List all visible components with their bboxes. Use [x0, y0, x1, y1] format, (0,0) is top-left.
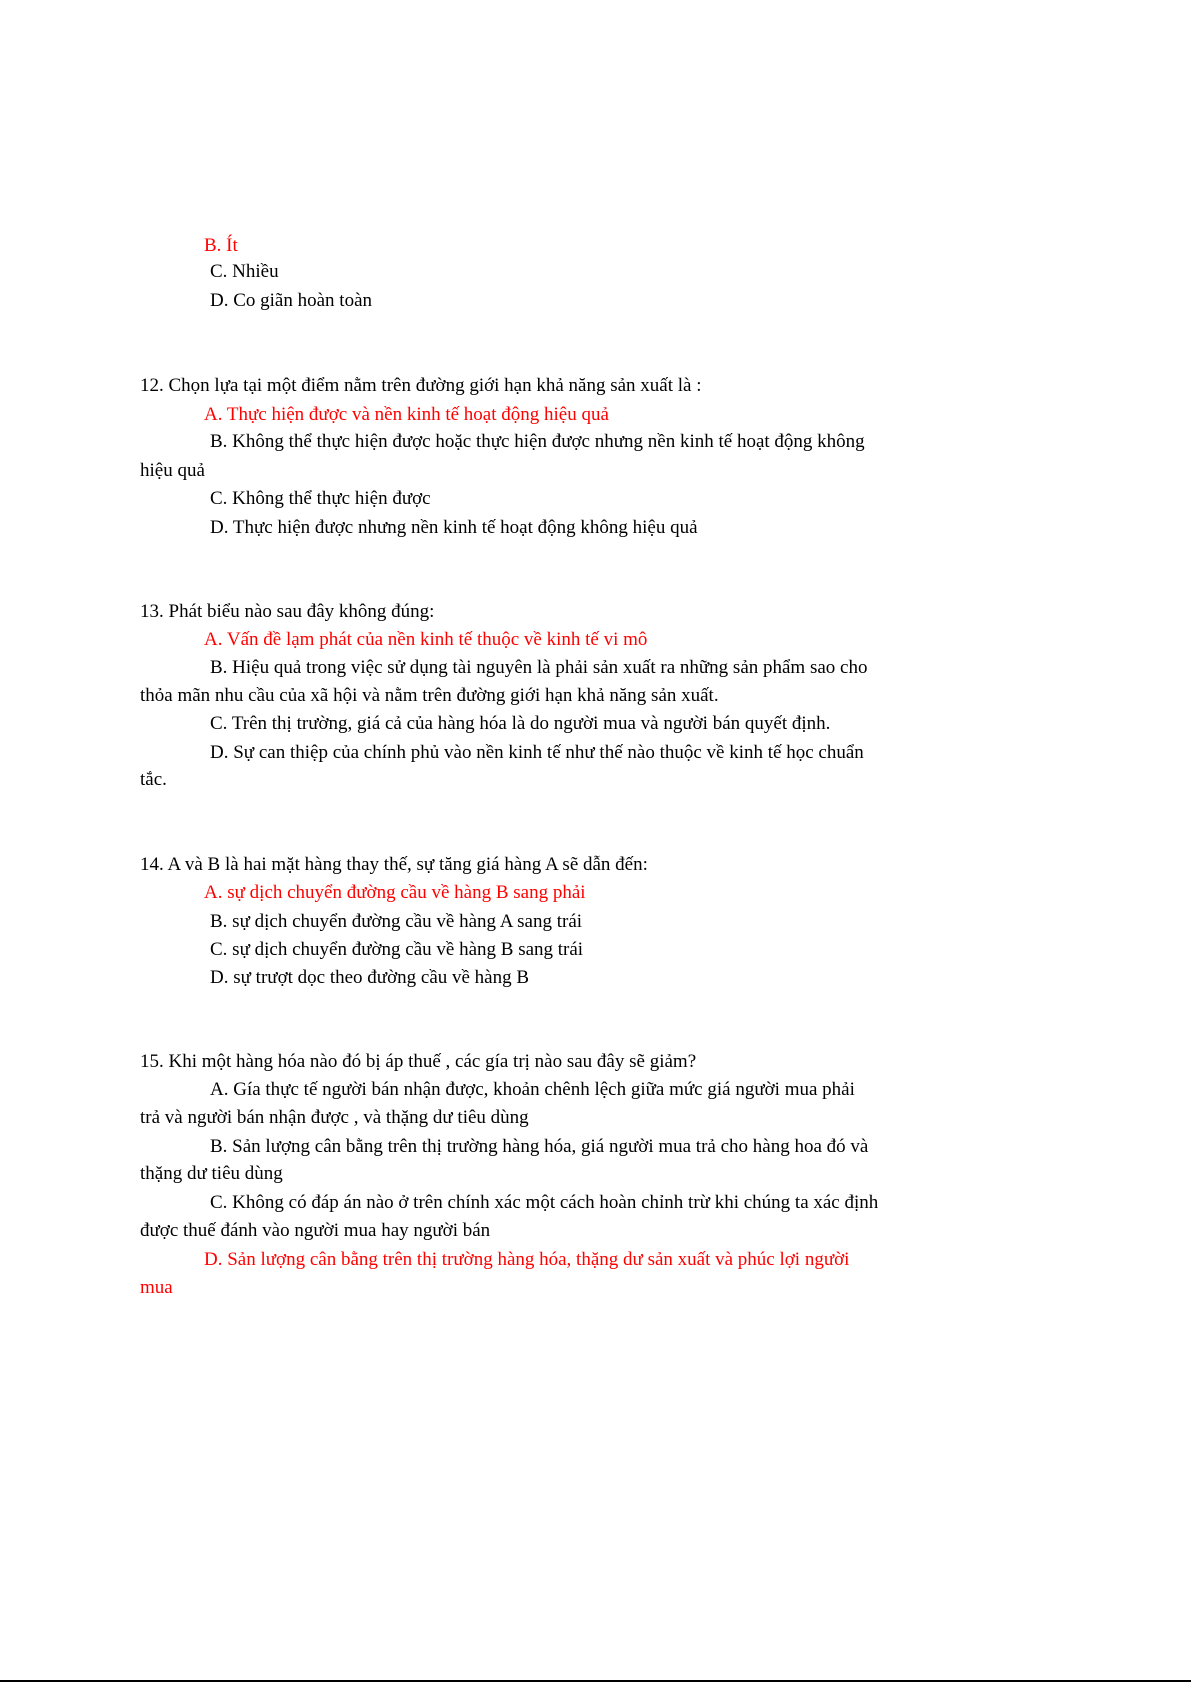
q13-option-a-correct: A. Vấn đề lạm phát của nền kinh tế thuộc về kinh tế vi mô — [204, 629, 648, 650]
q12-option-c: C. Không thể thực hiện được — [210, 488, 431, 509]
q14-option-a-correct: A. sự dịch chuyển đường cầu về hàng B sang phải — [204, 882, 586, 903]
q15-option-b-line2: thặng dư tiêu dùng — [140, 1163, 283, 1184]
q13-option-d-line1: D. Sự can thiệp của chính phủ vào nền kinh tế như thế nào thuộc về kinh tế học chuẩn — [210, 742, 864, 763]
q15-option-c-line1: C. Không có đáp án nào ở trên chính xác một cách hoàn chỉnh trừ khi chúng ta xác định — [210, 1192, 879, 1213]
q14-option-d: D. sự trượt dọc theo đường cầu về hàng B — [210, 967, 530, 988]
q13-question: 13. Phát biểu nào sau đây không đúng: — [140, 601, 435, 622]
q15-option-c-line2: được thuế đánh vào người mua hay người bán — [140, 1220, 491, 1241]
q12-option-b-line1: B. Không thể thực hiện được hoặc thực hiện được nhưng nền kinh tế hoạt động không — [210, 431, 865, 452]
q15-option-a-line2: trả và người bán nhận được , và thặng dư tiêu dùng — [140, 1107, 529, 1128]
q14-option-b: B. sự dịch chuyển đường cầu về hàng A sang trái — [210, 911, 583, 932]
q15-option-a-line1: A. Gía thực tế người bán nhận được, khoản chênh lệch giữa mức giá người mua phải — [210, 1079, 855, 1100]
q12-option-b-line2: hiệu quả — [140, 460, 205, 481]
q14-question: 14. A và B là hai mặt hàng thay thế, sự tăng giá hàng A sẽ dẫn đến: — [140, 854, 648, 875]
q13-option-b-line2: thỏa mãn nhu cầu của xã hội và nằm trên đường giới hạn khả năng sản xuất. — [140, 685, 719, 706]
q12-option-a-correct: A. Thực hiện được và nền kinh tế hoạt động hiệu quả — [204, 404, 609, 425]
q13-option-c: C. Trên thị trường, giá cả của hàng hóa là do người mua và người bán quyết định. — [210, 713, 831, 734]
q15-option-b-line1: B. Sản lượng cân bằng trên thị trường hàng hóa, giá người mua trả cho hàng hoa đó và — [210, 1136, 869, 1157]
q13-option-d-line2: tắc. — [140, 769, 167, 790]
q15-question: 15. Khi một hàng hóa nào đó bị áp thuế , các gía trị nào sau đây sẽ giảm? — [140, 1051, 697, 1072]
q15-option-d-line1-correct: D. Sản lượng cân bằng trên thị trường hàng hóa, thặng dư sản xuất và phúc lợi người — [204, 1249, 850, 1270]
q11-option-c: C. Nhiều — [210, 261, 279, 282]
page-bottom-divider — [0, 1680, 1191, 1682]
q15-option-d-line2-correct: mua — [140, 1277, 173, 1298]
q14-option-c: C. sự dịch chuyển đường cầu về hàng B sang trái — [210, 939, 584, 960]
q12-question: 12. Chọn lựa tại một điểm nằm trên đường giới hạn khả năng sản xuất là : — [140, 375, 702, 396]
q12-option-d: D. Thực hiện được nhưng nền kinh tế hoạt động không hiệu quả — [210, 517, 698, 538]
q11-option-d: D. Co giãn hoàn toàn — [210, 290, 373, 311]
q13-option-b-line1: B. Hiệu quả trong việc sử dụng tài nguyên là phải sản xuất ra những sản phẩm sao cho — [210, 657, 868, 678]
q11-option-b-correct: B. Ít — [204, 235, 238, 256]
